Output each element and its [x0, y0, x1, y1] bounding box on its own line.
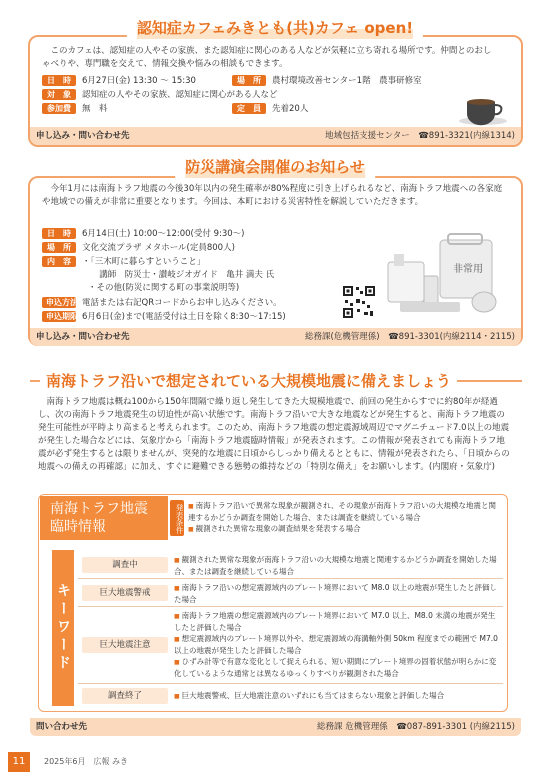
condition-1: ■ 南海トラフ沿いで異常な現象が観測され、その現象が南海トラフ沿いの大規模な地震と関連するかどうか調査を開始した場合、または調査を継続している場合: [188, 500, 498, 523]
cafe-place-row: 場 所 農村環境改善センター1階 農事研修室: [232, 75, 422, 88]
bousai-body: 今年1月には南海トラフ地震の今後30年以内の発生確率が80%程度に引き上げられるなど、南海トラフ地震への各家庭や地域での備えが非常に重要となります。今回は、本町における災害特性を解説していただきます。: [42, 184, 503, 207]
keyword-keikai-desc: ■ 南海トラフ沿いの想定震源域内のプレート境界において M8.0 以上の地震が発生したと評価した場合: [174, 582, 499, 605]
coffee-cup-icon: [455, 96, 511, 126]
bousai-date-row: 日 時 6月14日(土) 10:00～12:00(受付 9:30～): [42, 228, 244, 241]
chui-case-1: ■ 南海トラフ地震の想定震源域内のプレート境界において M7.0 以上、M8.0 未満の地震が発生したと評価した場合: [174, 610, 499, 633]
bousai-content-other: ・その他(防災に関する町の事業説明等): [88, 283, 240, 293]
rinji-info-header: 南海トラフ地震臨時情報: [40, 496, 168, 540]
nankai-title: 南海トラフ沿いで想定されている大規模地震に備えましょう: [40, 370, 510, 392]
nankai-body: 南海トラフ地震は概ね100から150年間隔で繰り返し発生してきた大規模地震で、前回の発生からすでに約80年が経過し、次の南海トラフ地震発生の切迫性が高い状態です。南海トラフ沿いで大きな地震などが発生すると、南海トラフ地震の発生可能性が平時より高まると考えられます。このため、南海トラフ地震の想定震源域周辺でマグニチュード7.0以上の地震が発生した場合などには、気象庁から「南海トラフ地震臨時情報」が発表されます。この情報が発表されても南海トラフ地震が必ず発生するとは限りませんが、突発的な地震に日頃からしっかり備えるとともに、情報が発表されたら、「日頃からの地震への備えの再確認」に加え、すぐに避難できる態勢の維持などの「特別な備え」をお願いします。(内閣府・気象庁): [38, 397, 510, 472]
cafe-capacity-row: 定 員 先着20人: [232, 103, 308, 116]
keyword-shuryo-desc: ■ 巨大地震警戒、巨大地震注意のいずれにも当てはまらない現象と評価した場合: [174, 690, 499, 702]
keyword-chousachu-desc: ■ 観測された異常な現象が南海トラフ沿いの大規模な地震と関連するかどうか調査を開始した場合、または調査を継続している場合: [174, 554, 499, 577]
keyword-chui-desc: [174, 610, 499, 679]
cafe-date-row: 日 時 6月27日(金) 13:30 ～ 15:30: [42, 75, 196, 88]
page-footer: [0, 742, 550, 778]
bousai-contact-bar: 申し込み・問い合わせ先 総務課(危機管理係) ☎891-3301(内線2114・2115): [30, 328, 521, 346]
keyword-chousachu: 調査中: [82, 557, 168, 573]
keyword-shuryo: 調査終了: [82, 688, 168, 704]
keyword-keikai: 巨大地震警戒: [82, 585, 168, 601]
bousai-lecturer: 講師 防災士・讃岐ジオガイド 亀井 満夫 氏: [88, 270, 275, 280]
cafe-title: 認知症カフェみきとも(共)カフェ open!: [127, 17, 423, 39]
keyword-row-shuryo: [78, 686, 503, 706]
condition-2: ■ 観測された異常な現象の調査結果を発表する場合: [188, 523, 498, 535]
keyword-chui: 巨大地震注意: [82, 637, 168, 653]
bousai-apply-row: 申込方法 電話または右記QRコードからお申し込みください。: [42, 297, 282, 310]
bousai-deadline-row: 申込期限 6月6日(金)まで(電話受付は土日を除く8:30～17:15): [42, 311, 286, 324]
cafe-body: このカフェは、認知症の人やその家族、また認知症に関心のある人などが気軽に立ち寄れる場所です。仲間とのおしゃべりや、専門職を交えて、情報交換や悩みの相談もできます。: [42, 46, 492, 69]
emergency-kit-illustration: [380, 232, 505, 320]
bousai-content-row: 内 容 ・「三木町に暮らすということ」: [42, 256, 205, 269]
kit-label: 非常用: [453, 264, 483, 275]
bousai-place-row: 場 所 文化交流プラザ メタホール(定員800人): [42, 242, 235, 255]
page-number: 11: [8, 752, 30, 772]
cafe-target-row: 対 象 認知症の人やその家族、認知症に関心がある人など: [42, 89, 278, 102]
cafe-contact-bar: 申し込み・問い合わせ先 地域包括支援センター ☎891-3321(内線1314): [30, 127, 521, 145]
keyword-row-chousachu: [78, 553, 503, 579]
condition-text: [188, 500, 498, 535]
bousai-title: 防災講演会開催のお知らせ: [175, 156, 375, 178]
nankai-contact-bar: 問い合わせ先 総務課 危機管理係 ☎087-891-3301 (内線2115): [30, 718, 521, 736]
keyword-row-chui: [78, 609, 503, 684]
chui-case-2: ■ 想定震源域内のプレート境界以外や、想定震源域の海溝軸外側 50km 程度までの範囲で M7.0 以上の地震が発生したと評価した場合: [174, 633, 499, 656]
chui-case-3: ■ ひずみ計等で有意な変化として捉えられる、短い期間にプレート境界の固着状態が明らかに変化しているような通常とは異なるゆっくりすべりが観測された場合: [174, 656, 499, 679]
cafe-fee-row: 参加費 無 料: [42, 103, 108, 116]
keyword-label: キーワード: [52, 550, 74, 706]
condition-label: 発表条件: [170, 500, 184, 536]
keyword-row-keikai: [78, 581, 503, 607]
issue-info: 2025年6月 広報 みき: [44, 757, 128, 766]
qr-code-icon[interactable]: [342, 285, 376, 319]
